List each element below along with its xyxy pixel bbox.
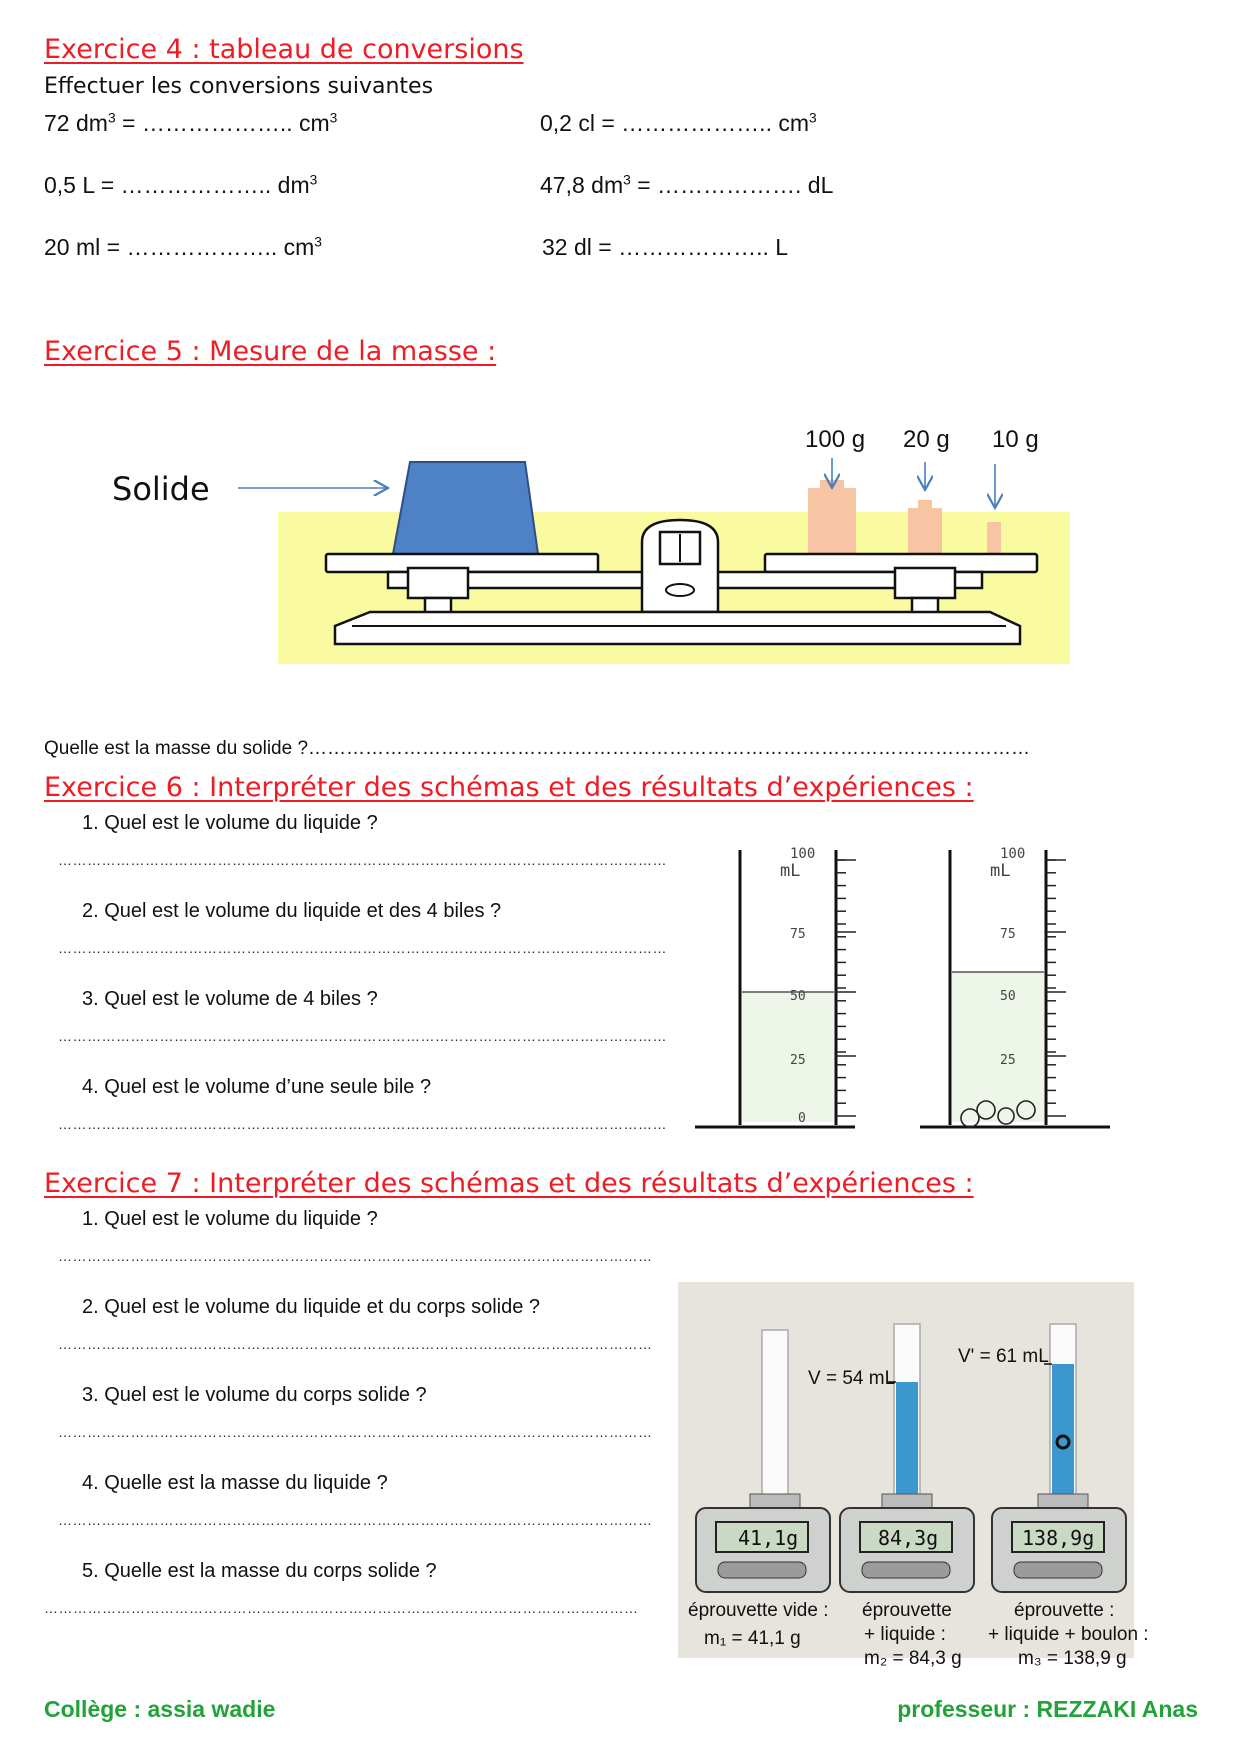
caption-1-line-1: éprouvette vide :: [688, 1600, 829, 1621]
ex6-title: Exercice 6 : Interpréter des schémas et des résultats d’expériences :: [44, 772, 974, 803]
footer-school: Collège : assia wadie: [44, 1696, 276, 1722]
cylinder-empty-marbles: [695, 846, 855, 1127]
svg-text:100: 100: [790, 846, 816, 862]
ex7-answer-line-4[interactable]: ……………………………………………………………………………………………………………: [58, 1512, 653, 1528]
solid-label: Solide: [112, 470, 210, 508]
ex7-q2: 2. Quel est le volume du liquide et du corps solide ?: [82, 1296, 541, 1318]
scale-2: [840, 1494, 974, 1592]
balance-diagram: [230, 450, 1100, 670]
ex7-q1: 1. Quel est le volume du liquide ?: [82, 1208, 378, 1230]
balance-base: [335, 612, 1020, 644]
tube-empty: [762, 1330, 788, 1498]
ex7-title: Exercice 7 : Interpréter des schémas et des résultats d’expériences :: [44, 1168, 974, 1199]
ex6-q3: 3. Quel est le volume de 4 biles ?: [82, 988, 378, 1010]
svg-text:75: 75: [1000, 927, 1016, 942]
ex6-answer-line-2[interactable]: ………………………………………………………………………………………………………………: [58, 940, 667, 956]
ex6-q2: 2. Quel est le volume du liquide et des 4 biles ?: [82, 900, 502, 922]
caption-2-line-2: + liquide :: [864, 1624, 946, 1645]
svg-text:0: 0: [798, 1111, 806, 1126]
svg-text:100: 100: [1000, 846, 1026, 862]
ex4-row1-left: 72 $dm^3$ = ……………….. $cm^3$: [44, 110, 338, 136]
display-3: 138,9g: [1022, 1526, 1095, 1550]
ex7-answer-line-5[interactable]: ……………………………………………………………………………………………………………: [44, 1600, 639, 1616]
ex4-row2-right: 47,8 $dm^3$ = ………………. dL: [540, 172, 834, 198]
ex5-question: Quelle est la masse du solide ?……………………………………………………………………………………………………: [44, 738, 1031, 759]
ex7-answer-line-2[interactable]: ……………………………………………………………………………………………………………: [58, 1336, 653, 1352]
caption-3-line-2: + liquide + boulon :: [988, 1624, 1149, 1645]
caption-3-line-3: m₃ = 138,9 g: [1018, 1648, 1127, 1669]
ex6-q1: 1. Quel est le volume du liquide ?: [82, 812, 378, 834]
ex4-row3-right: 32 dl = ……………….. L: [542, 234, 789, 260]
ex7-q3: 3. Quel est le volume du corps solide ?: [82, 1384, 427, 1406]
caption-1-line-2: m₁ = 41,1 g: [704, 1628, 801, 1649]
ex7-answer-line-3[interactable]: ……………………………………………………………………………………………………………: [58, 1424, 653, 1440]
ex7-q5: 5. Quelle est la masse du corps solide ?: [82, 1560, 437, 1582]
volume-label-1: V = 54 mL: [808, 1368, 896, 1389]
svg-text:75: 75: [790, 927, 806, 942]
display-1: 41,1g: [738, 1526, 799, 1550]
svg-text:50: 50: [790, 989, 806, 1004]
svg-text:50: 50: [1000, 989, 1016, 1004]
weight-label-20g: 20 g: [903, 426, 950, 453]
caption-2-line-1: éprouvette: [862, 1600, 952, 1621]
weight-label-100g: 100 g: [805, 426, 866, 453]
caption-3-line-1: éprouvette :: [1014, 1600, 1115, 1621]
scale-3: [992, 1494, 1126, 1592]
svg-text:mL: mL: [780, 861, 801, 881]
weight-100g: [808, 488, 856, 554]
graduated-cylinders: [690, 840, 1120, 1145]
display-2: 84,3g: [878, 1526, 939, 1550]
ex4-instruction: Effectuer les conversions suivantes: [44, 74, 434, 99]
ex7-answer-line-1[interactable]: ……………………………………………………………………………………………………………: [58, 1248, 653, 1264]
ex7-q4: 4. Quelle est la masse du liquide ?: [82, 1472, 388, 1494]
ex6-answer-line-1[interactable]: ………………………………………………………………………………………………………………: [58, 852, 667, 868]
liquid-fill-2: [952, 972, 1044, 1122]
scale-1: [696, 1494, 830, 1592]
ex6-q4: 4. Quel est le volume d’une seule bile ?: [82, 1076, 432, 1098]
svg-text:25: 25: [1000, 1053, 1016, 1068]
ex6-answer-line-3[interactable]: ………………………………………………………………………………………………………………: [58, 1028, 667, 1044]
cylinder-with-marbles: [920, 846, 1110, 1127]
svg-text:25: 25: [790, 1053, 806, 1068]
solid-block: [393, 462, 538, 554]
weight-10g: [987, 522, 1001, 554]
weight-label-10g: 10 g: [992, 426, 1039, 453]
ex4-row3-left: 20 ml = ……………….. $cm^3$: [44, 234, 322, 260]
svg-text:mL: mL: [990, 861, 1011, 881]
ex4-title: Exercice 4 : tableau de conversions: [44, 34, 524, 65]
ex5-title: Exercice 5 : Mesure de la masse :: [44, 336, 497, 367]
ex4-row2-left: 0,5 L = ……………….. $dm^3$: [44, 172, 318, 198]
weight-20g: [908, 508, 942, 554]
caption-2-line-3: m₂ = 84,3 g: [864, 1648, 962, 1669]
footer-teacher: professeur : REZZAKI Anas: [897, 1696, 1198, 1722]
scales-photo: [678, 1282, 1149, 1669]
ex4-row1-right: 0,2 cl = ……………….. $cm^3$: [540, 110, 817, 136]
ex6-answer-line-4[interactable]: ………………………………………………………………………………………………………………: [58, 1116, 667, 1132]
liquid-fill-1: [742, 992, 834, 1122]
volume-label-2: V' = 61 mL: [958, 1346, 1049, 1367]
